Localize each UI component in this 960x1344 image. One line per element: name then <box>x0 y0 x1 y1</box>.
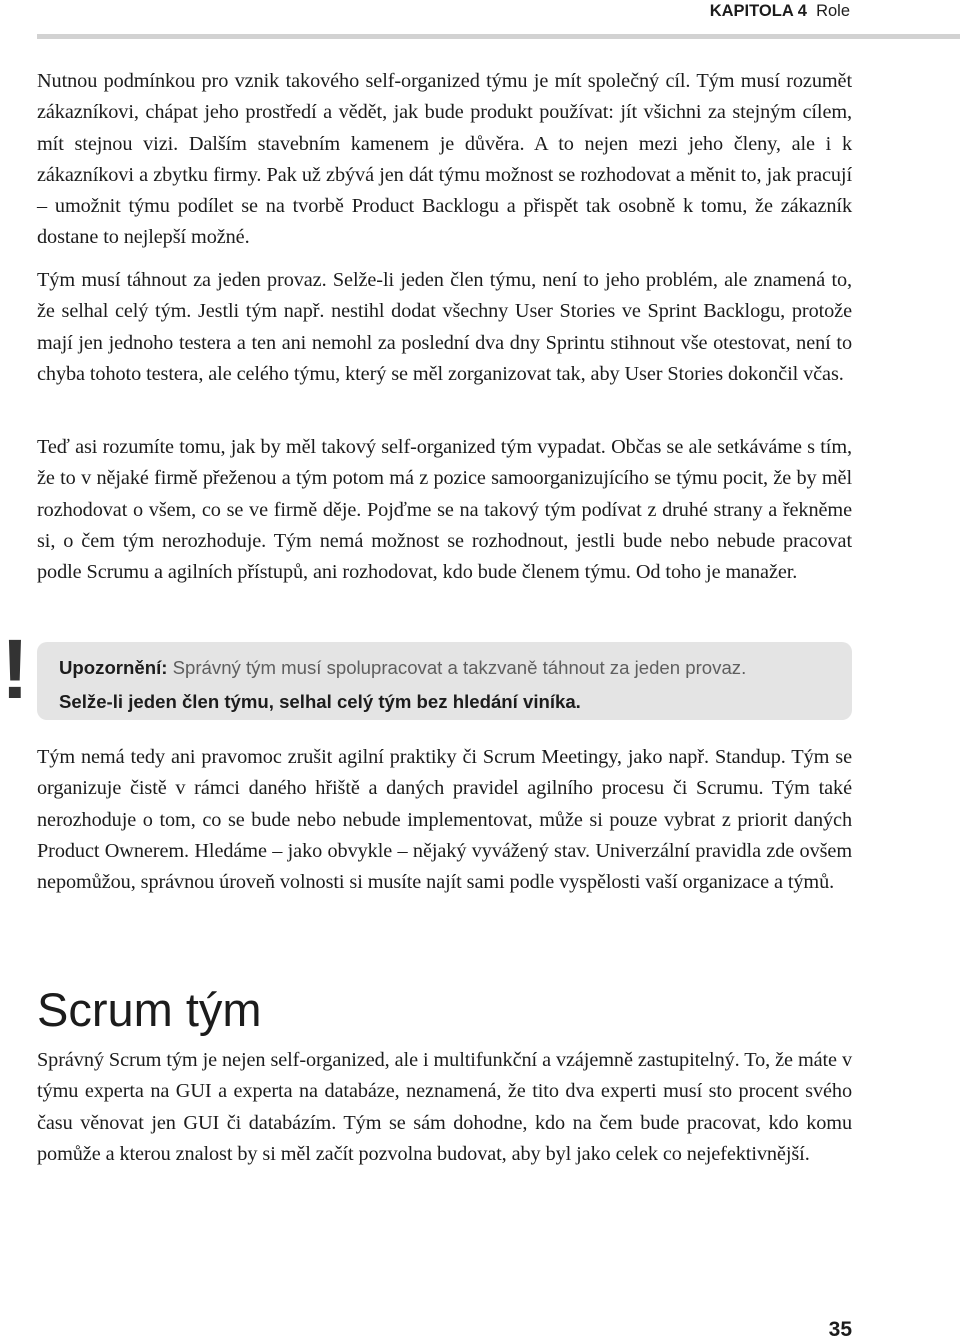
body-paragraph: Nutnou podmínkou pro vznik takového self-organized týmu je mít společný cíl. Tým musí rozumět zákazníkovi, chápat jeho prostředí a vědět, jak bude produkt používat: jít všichni za stejným cílem, mít stejnou vizi. Dalším stavebním kamenem je důvěra. A to nejen mezi jeho členy, ale i k zákazníkovi a zbytku firmy. Pak už zbývá jen dát týmu možnost se rozhodovat a měnit to, jak pracují – umožnit týmu podílet se na tvorbě Product Backlogu a přispět tak osobně k tomu, že zákazník dostane to nejlepší možné. <box>37 70 852 249</box>
body-paragraph: Teď asi rozumíte tomu, jak by měl takový self-organized tým vypadat. Občas se ale setkáváme s tím, že to v nějaké firmě přeženou a tým potom má z pozice samoorganizujícího se týmu pocit, že by měl rozhodovat o všem, co se ve firmě děje. Pojďme se na takový tým podívat z druhé strany a řekněme si, o čem tým nerozhoduje. Tým nemá možnost se rozhodnout, jestli bude nebo nebude pracovat podle Scrumu a agilních přístupů, ani rozhodovat, kdo bude členem týmu. Od toho je manažer. <box>37 436 852 584</box>
chapter-label: KAPITOLA 4 <box>709 2 807 20</box>
note-label: Upozornění: <box>59 657 168 678</box>
exclamation-icon: ! <box>1 622 29 716</box>
body-paragraph: Správný Scrum tým je nejen self-organized, ale i multifunkční a vzájemně zastupitelný. To, že máte v týmu experta na GUI a experta na databáze, neznamená, že tito dva experti musí sto procent svého času věnovat jen GUI či databázím. Tým se sám dohodne, kdo na čem bude pracovat, kdo komu pomůže a kterou znalost by si měl začít pozvolna budovat, aby byl jako celek co nejefektivnější. <box>37 1049 852 1165</box>
note-emphasis: Selže-li jeden člen týmu, selhal celý tým bez hledání viníka. <box>59 691 581 712</box>
section-heading: Scrum tým <box>37 983 262 1036</box>
chapter-section-label: Role <box>816 2 850 20</box>
warning-note <box>37 642 852 720</box>
body-paragraph: Tým nemá tedy ani pravomoc zrušit agilní praktiky či Scrum Meetingy, jako např. Standup. Tým se organizuje čistě v rámci daného hřiště a daných pravidel agilního procesu či Scrumu. Tým také nerozhoduje o tom, co se bude nebo nebude implementovat, může si pouze vybrat z priorit daných Product Ownerem. Hledáme – jako obvykle – nějaký vyvážený stav. Univerzální pravidla zde ovšem nepomůžou, správnou úroveň volnosti si musíte najít sami podle vyspělosti vaší organizace a týmů. <box>37 746 852 894</box>
body-paragraph: Tým musí táhnout za jeden provaz. Selže-li jeden člen týmu, není to jeho problém, ale znamená to, že selhal celý tým. Jestli tým např. nestihl dodat všechny User Stories ve Sprint Backlogu, protože mají jen jednoho testera a ten ani nemohl za poslední dva dny Sprintu stihnout vše otestovat, není to chyba tohoto testera, ale celého týmu, který se měl zorganizovat tak, aby User Stories dokončil včas. <box>37 269 852 385</box>
header-rule <box>37 34 960 39</box>
page-number: 35 <box>828 1318 852 1341</box>
running-header <box>710 0 850 22</box>
note-text: Správný tým musí spolupracovat a takzvaně táhnout za jeden provaz. <box>172 657 747 678</box>
